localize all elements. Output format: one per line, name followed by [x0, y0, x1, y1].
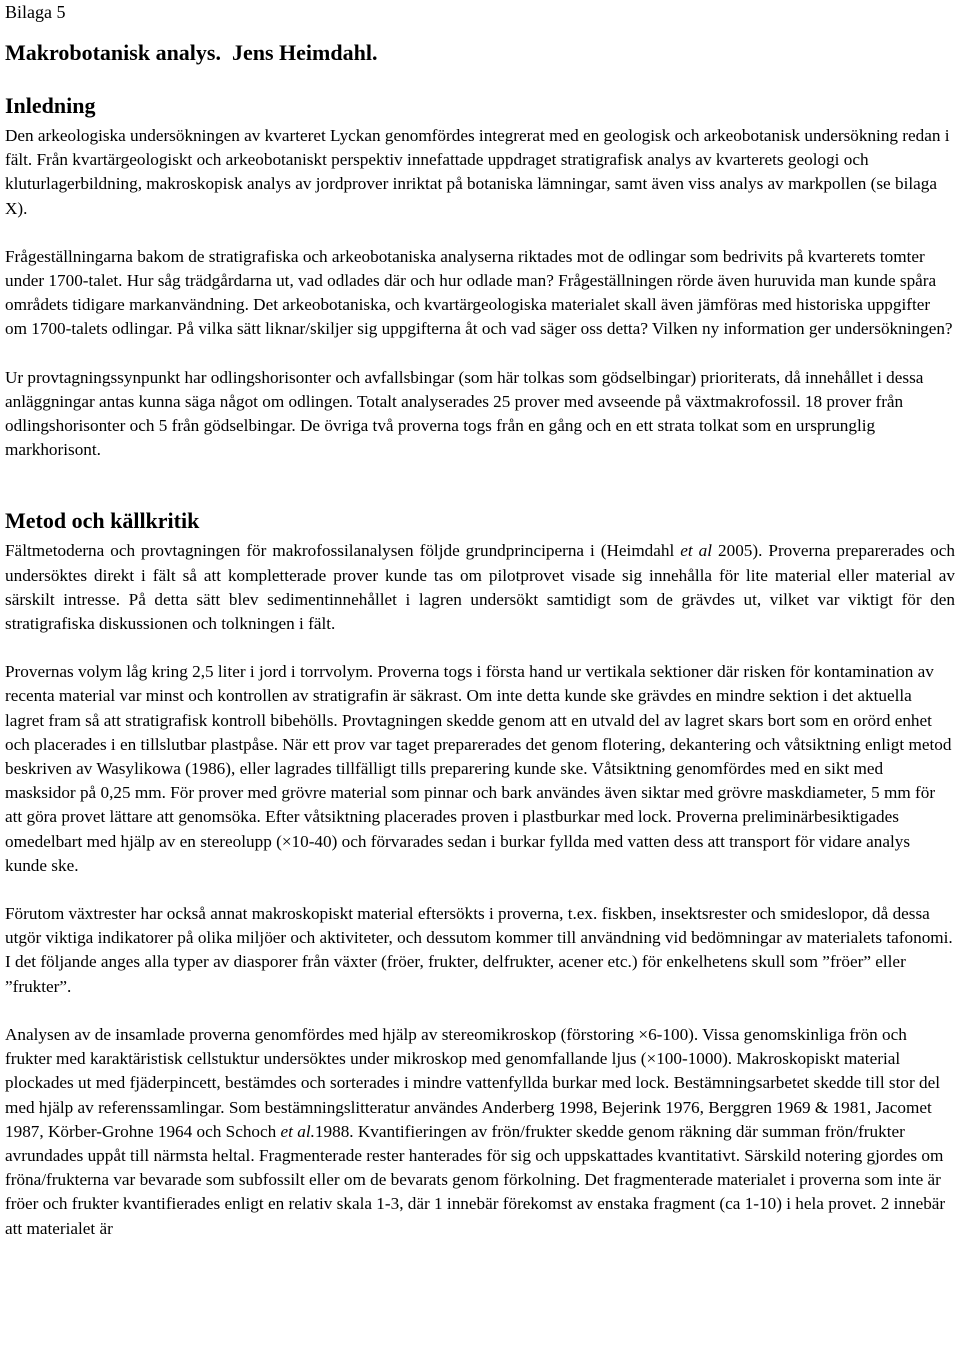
paragraph-metod-3: Förutom växtrester har också annat makroskopiskt material eftersökts i proverna, t.ex. fiskben, insektsrester och smideslopor, då dessa utgör viktiga indikatorer på olika miljöer och aktiviteter, och dessutom kommer till användning vid bedömningar av materialets tafonomi. I det följande anges alla typer av diasporer från växter (fröer, frukter, delfrukter, acener etc.) för enkelhetens skull som ”fröer” eller ”frukter”.: [5, 904, 953, 996]
annex-label: Bilaga 5: [5, 2, 66, 22]
paragraph-metod-4: [5, 1023, 955, 1241]
paragraph-metod-4-italic: et al.: [280, 1121, 315, 1141]
paragraph-inledning-3: Ur provtagningssynpunkt har odlingshorisonter och avfallsbingar (som här tolkas som gödselbingar) prioriterats, då innehållet i dessa anläggningar antas kunna säga något om odlingen. Totalt analyserades 25 prover med avseende på växtmakrofossil. 18 prover från odlingshorisonter och 5 från gödselbingar. De övriga två proverna togs från en gång och en ett strata tolkat som en ursprunglig markhorisont.: [5, 367, 924, 460]
section-heading-metod: Metod och källkritik: [5, 508, 200, 534]
paragraph-metod-1-text-a: Fältmetoderna och provtagningen för makrofossilanalysen följde grundprinciperna i (Heimdahl: [5, 541, 681, 561]
document-page: [5, 0, 955, 1241]
paragraph-metod-1: [5, 539, 955, 636]
paragraph-metod-4-text-a: Analysen av de insamlade proverna genomfördes med hjälp av stereomikroskop (förstoring ×6-100). Vissa genomskinliga frön och frukter med karaktäristisk cellstuktur undersöktes under mikroskop med genomfallande ljus (×100-1000). Makroskopiskt material plockades ut med fjäderpincett, bestämdes och sorterades i mindre vattenfyllda burkar med lock. Bestämningsarbetet skedde till stor del med hjälp av referenssamlingar. Som bestämningslitteratur användes Anderberg 1998, Bejerink 1976, Berggren 1969 & 1981, Jacomet 1987, Körber-Grohne 1964 och Schoch: [5, 1024, 940, 1141]
paragraph-metod-4-text-b: 1988. Kvantifieringen av frön/frukter skedde genom räkning där summan frön/frukter avrundades uppåt till närmsta heltal. Fragmenterade rester hanterades för sig och uppskattades kvantitativt. Särskild notering gjordes om fröna/frukterna var bevarade som subfossilt eller om de bevarats genom förkolning. Det fragmenterade materialet i proverna som inte är fröer och frukter kvantifierades enligt en relativ skala 1-3, där 1 innebär förekomst av enstaka fragment (ca 1-10) i hela provet. 2 innebär att materialet är: [5, 1121, 946, 1238]
paragraph-metod-2: Provernas volym låg kring 2,5 liter i jord i torrvolym. Proverna togs i första hand ur vertikala sektioner där risken för kontamination av recenta material var minst och kontrollen av stratigrafin är säkrast. Om inte detta kunde ske grävdes en mindre sektion i det aktuella lagret fram så att stratigrafisk kontroll bibehölls. Provtagningen skedde genom att en utvald del av lagret skars bort som en orörd enhet och placerades i en tillslutbar plastpåse. När ett prov var taget preparerades det genom flotering, dekantering och våtsiktning enligt metod beskriven av Wasylikowa (1986), eller lagrades tillfälligt tills preparering kunde ske. Våtsiktning genomfördes med en sikt med masksidor på 0,25 mm. För prover med grövre material som pinnar och bark användes även siktar med grövre maskdiameter, 5 mm för att göra provet lättare att genomsöka. Efter våtsiktning placerades proven i plastburkar med lock. Proverna preliminärbesiktigades omedelbart med hjälp av en stereolupp (×10-40) och förvarades sedan i burkar fyllda med vatten dess att transport för vidare analys kunde ske.: [5, 662, 952, 875]
paragraph-metod-1-text-b: 2005). Proverna preparerades och undersöktes direkt i fält så att kompletterade prover kunde tas om pilotprovet visade sig innehålla för lite material eller material av särskilt intresse. På detta sätt blev sedimentinnehållet i lagren undersökt samtidigt som de grävdes ut, vilket var viktigt för den stratigrafiska diskussionen och tolkningen i fält.: [5, 541, 955, 634]
paragraph-inledning-1: Den arkeologiska undersökningen av kvarteret Lyckan genomfördes integrerat med en geologisk och arkeobotanisk undersökning redan i fält. Från kvartärgeologiskt och arkeobotaniskt perspektiv innefattade uppdraget stratigrafisk analys av kvarterets geologi och kluturlagerbildning, makroskopisk analys av jordprover inriktat på botaniska lämningar, samt även viss analys av markpollen (se bilaga X).: [5, 126, 950, 218]
document-title: Makrobotanisk analys. Jens Heimdahl.: [5, 40, 378, 65]
section-heading-inledning: Inledning: [5, 93, 96, 118]
paragraph-metod-1-italic: et al: [680, 541, 713, 561]
paragraph-inledning-2: Frågeställningarna bakom de stratigrafiska och arkeobotaniska analyserna riktades mot de odlingar som bedrivits på kvarterets tomter under 1700-talet. Hur såg trädgårdarna ut, vad odlades där och hur odlade man? Frågeställningen rörde även huruvida man kunde spåra områdets tidigare markanvändning. Det arkeobotaniska, och kvartärgeologiska materialet skall även jämföras med historiska uppgifter om 1700-talets odlingar. På vilka sätt liknar/skiljer sig uppgifterna åt och vad säger oss detta? Vilken ny information ger undersökningen?: [5, 246, 953, 339]
